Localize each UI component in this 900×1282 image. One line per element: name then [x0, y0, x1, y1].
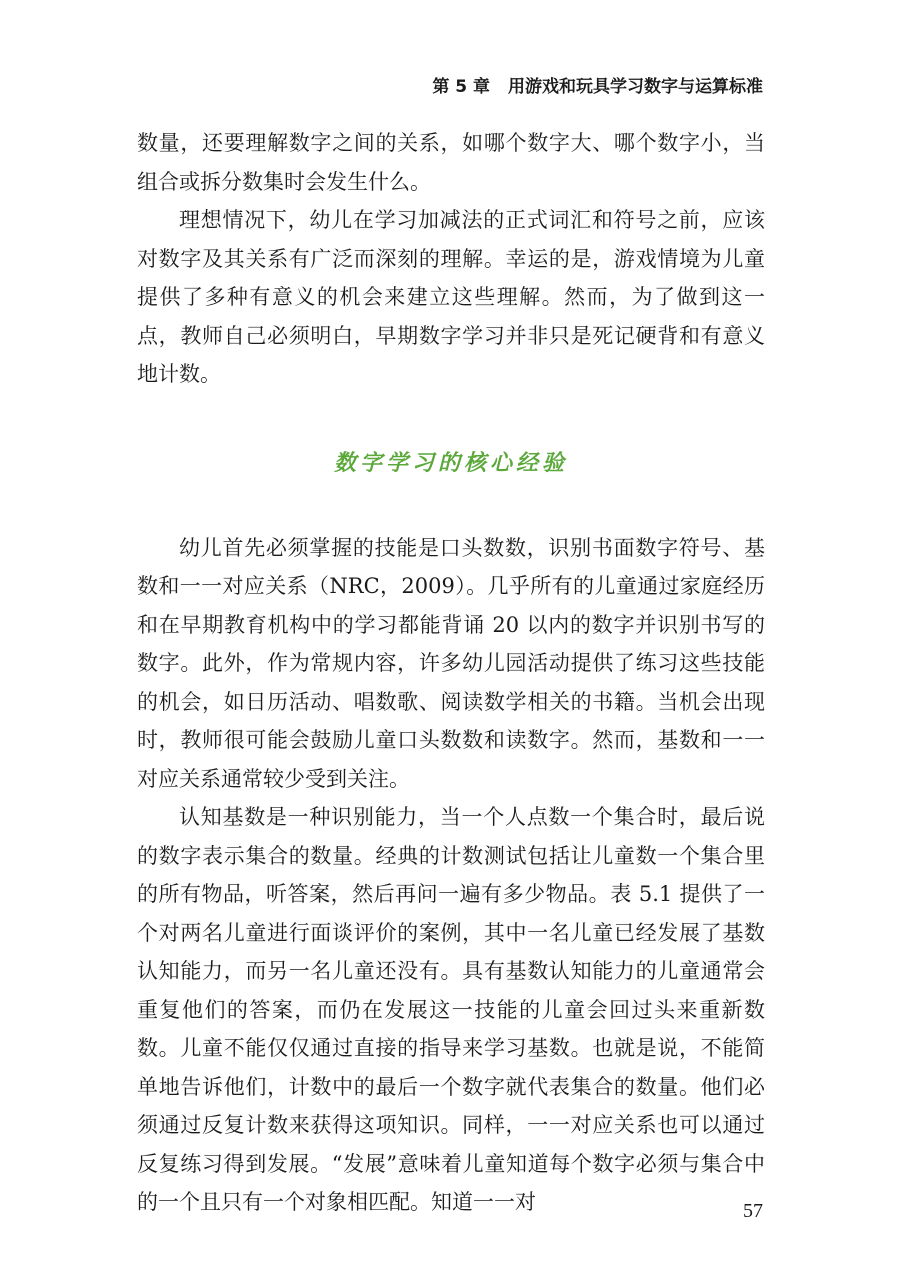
section-heading: 数字学习的核心经验: [333, 450, 568, 476]
paragraph-cardinality: 认知基数是一种识别能力，当一个人点数一个集合时，最后说的数字表示集合的数量。经典的计数测试包括让儿童数一个集合里的所有物品，听答案，然后再问一遍有多少物品。表 5.1 提供了一个对两名儿童进行面谈评价的案例，其中一名儿童已经发展了基数认知能力，而另一名儿童还没有。具有基数认知能力的儿童通常会重复他们的答案，而仍在发展这一技能的儿童会回过头来重新数数。儿童不能仅仅通过直接的指导来学习基数。也就是说，不能简单地告诉他们，计数中的最后一个数字就代表集合的数量。他们必须通过反复计数来获得这项知识。同样，一一对应关系也可以通过反复练习得到发展。“发展”意味着儿童知道每个数字必须与集合中的一个且只有一个对象相匹配。知道一一对: [137, 805, 765, 1214]
chapter-title: 用游戏和玩具学习数字与运算标准: [508, 77, 763, 97]
paragraph-first-skills: 幼儿首先必须掌握的技能是口头数数，识别书面数字符号、基数和一一对应关系（NRC，2009）。几乎所有的儿童通过家庭经历和在早期教育机构中的学习都能背诵 20 以内的数字并识别书写的数字。此外，作为常规内容，许多幼儿园活动提供了练习这些技能的机会，如日历活动、唱数歌、阅读数学相关的书籍。当机会出现时，教师很可能会鼓励儿童口头数数和读数字。然而，基数和一一对应关系通常较少受到关注。: [137, 535, 765, 791]
running-header: [432, 72, 763, 97]
page-body: [137, 124, 765, 1222]
paragraph-ideal-situation: 理想情况下，幼儿在学习加减法的正式词汇和符号之前，应该对数字及其关系有广泛而深刻的理解。幸运的是，游戏情境为儿童提供了多种有意义的机会来建立这些理解。然而，为了做到这一点，教师自己必须明白，早期数字学习并非只是死记硬背和有意义地计数。: [137, 208, 765, 386]
page-number: 57: [743, 1200, 763, 1222]
paragraph-continued: 数量，还要理解数字之间的关系，如哪个数字大、哪个数字小，当组合或拆分数集时会发生什么。: [137, 131, 765, 194]
chapter-number: 第 5 章: [432, 77, 490, 97]
